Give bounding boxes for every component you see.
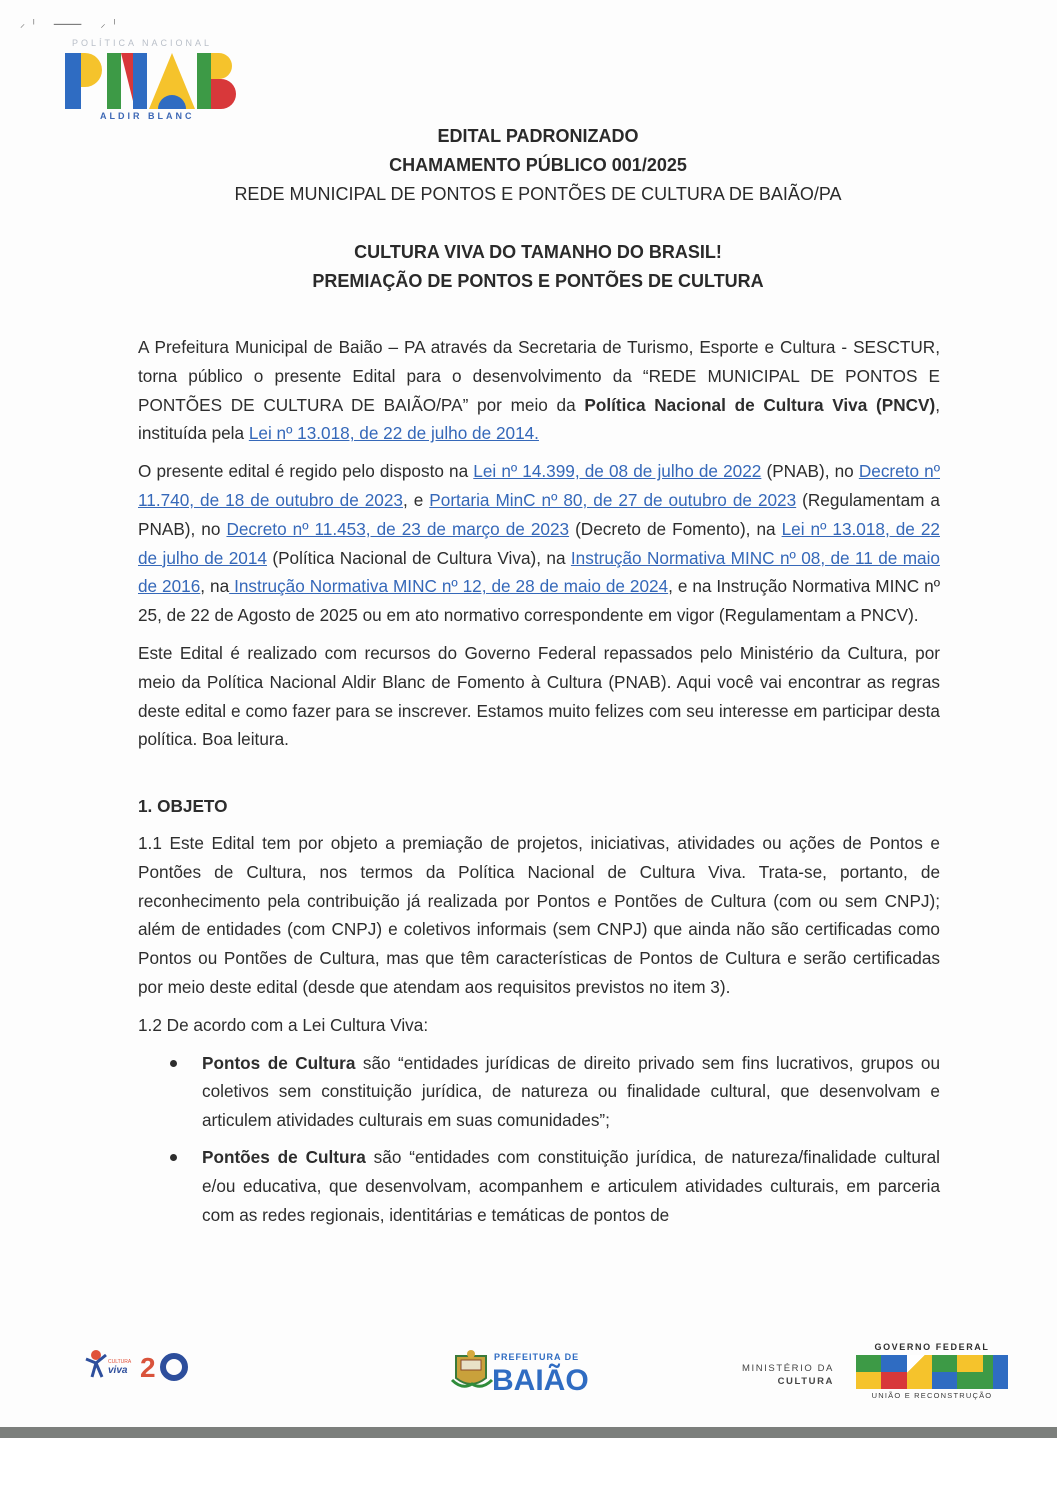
svg-text:CULTURA: CULTURA <box>108 1359 132 1365</box>
svg-text:2: 2 <box>140 1352 156 1383</box>
governo-federal-logo: GOVERNO FEDERAL UNIÃO E RECONSTRUÇÃO <box>856 1342 1008 1412</box>
subtitle-cultura-viva: CULTURA VIVA DO TAMANHO DO BRASIL! <box>354 242 722 262</box>
page-bottom-margin <box>0 1438 1057 1496</box>
link-lei-14399[interactable]: Lei nº 14.399, de 08 de julho de 2022 <box>473 461 762 482</box>
link-portaria-minc-80[interactable]: Portaria MinC nº 80, de 27 de outubro de 2023 <box>429 489 797 510</box>
document-title-block <box>0 122 1057 296</box>
logo-letter-b-icon <box>197 53 237 109</box>
scan-edge-bar <box>0 1427 1057 1438</box>
link-decreto-11453[interactable]: Decreto nº 11.453, de 23 de março de 2023 <box>226 518 570 539</box>
svg-text:BAIÃO: BAIÃO <box>492 1364 589 1396</box>
svg-text:PREFEITURA DE: PREFEITURA DE <box>494 1352 580 1362</box>
pncv-bold: Política Nacional de Cultura Viva (PNCV) <box>584 394 936 415</box>
logo-letter-p-icon <box>65 53 105 109</box>
intro-paragraph-3: Este Edital é realizado com recursos do Governo Federal repassados pelo Ministério da Cultura, por meio da Política Nacional Aldir Blanc de Fomento à Cultura (PNAB). Aqui você vai encontrar as regras deste edital e como fazer para se inscrever. Estamos muito felizes com seu interesse em participar desta política. Boa leitura. <box>138 642 940 750</box>
pnab-logo-top-text: POLÍTICA NACIONAL <box>72 38 213 48</box>
prefeitura-baiao-logo <box>450 1346 630 1396</box>
intro-paragraph-1: A Prefeitura Municipal de Baião – PA através da Secretaria de Turismo, Esporte e Cultura - SESCTUR, torna público o presente Edital para o desenvolvimento da “REDE MUNICIPAL DE PONTOS E PONTÕES DE CULTURA DE BAIÃO/PA” por meio da Política Nacional de Cultura Viva (PNCV), instituída pela Lei nº 13.018, de 22 de julho de 2014. <box>138 337 940 444</box>
link-in-minc-12[interactable]: Instrução Normativa MINC nº 12, de 28 de maio de 2024 <box>229 576 669 597</box>
ministerio-cultura-logo: MINISTÉRIO DA CULTURA <box>741 1363 834 1387</box>
cultura-viva-20-logo <box>82 1345 192 1385</box>
pnab-logo-bottom-text: ALDIR BLANC <box>100 111 195 121</box>
logo-letter-a-icon <box>149 53 195 109</box>
scan-artifact: ⸝ˡ ⸻ ⸝ˡ <box>20 19 124 30</box>
link-lei-13018-b[interactable]: Lei nº 13.018, de 22 de julho de 2014 <box>138 518 940 568</box>
title-edital: EDITAL PADRONIZADO <box>437 126 639 146</box>
title-chamamento: CHAMAMENTO PÚBLICO 001/2025 <box>389 155 687 175</box>
brasil-wordmark-icon <box>856 1355 1008 1389</box>
link-in-minc-08[interactable]: Instrução Normativa MINC nº 08, de 11 de maio de 2016 <box>138 547 940 597</box>
section-1-1: 1.1 Este Edital tem por objeto a premiação de projetos, iniciativas, atividades ou ações de Pontos e Pontões de Cultura, nos termos da Política Nacional de Cultura Viva. Trata-se, portanto, de reconhecimento pela contribuição já realizada por Pontos e Pontões de Cultura (com ou sem CNPJ); além de entidades (com CNPJ) e coletivos informais (sem CNPJ) que ainda não são certificadas como Pontos ou Pontões de Cultura, mas que têm características de Pontos de Cultura e serão certificadas por meio deste edital (desde que atendam aos requisitos previstos no item 3). <box>138 832 940 997</box>
subtitle-premiacao: PREMIAÇÃO DE PONTOS E PONTÕES DE CULTURA <box>312 271 764 291</box>
list-item-pontos: Pontos de Cultura são “entidades jurídicas de direito privado sem fins lucrativos, grupos ou coletivos sem constituição jurídica, de natureza ou finalidade cultural, que desenvolvam e articulem atividades culturais em suas comunidades”; <box>202 1049 940 1135</box>
section-1-title: 1. OBJETO <box>138 796 228 817</box>
link-decreto-11740[interactable]: Decreto nº 11.740, de 18 de outubro de 2023 <box>138 461 940 510</box>
pnab-logo-letters <box>65 53 237 109</box>
link-lei-13018[interactable]: Lei nº 13.018, de 22 de julho de 2014. <box>248 423 539 444</box>
section-1-2: 1.2 De acordo com a Lei Cultura Viva: <box>138 1014 429 1035</box>
list-item-pontoes: Pontões de Cultura são “entidades com constituição jurídica, de natureza/finalidade cultural e/ou educativa, que desenvolvam, acompanhem e articulem atividades culturais, em parceria com as redes regionais, identitárias e temáticas de pontos de <box>202 1143 940 1229</box>
definitions-list <box>138 1049 940 1230</box>
intro-paragraph-2: O presente edital é regido pelo disposto na Lei nº 14.399, de 08 de julho de 2022 (PNAB), no Decreto nº 11.740, de 18 de outubro de 2023, e Portaria MinC nº 80, de 27 de outubro de 2023 (Regulamentam a PNAB), no Decreto nº 11.453, de 23 de março de 2023 (Decreto de Fomento), na Lei nº 13.018, de 22 de julho de 2014 (Política Nacional de Cultura Viva), na Instrução Normativa MINC nº 08, de 11 de maio de 2016, na Instrução Normativa MINC nº 12, de 28 de maio de 2024, e na Instrução Normativa MINC nº 25, de 22 de Agosto de 2025 ou em ato normativo correspondente em vigor (Regulamentam a PNCV). <box>138 461 940 626</box>
title-rede: REDE MUNICIPAL DE PONTOS E PONTÕES DE CULTURA DE BAIÃO/PA <box>234 184 842 204</box>
document-body <box>138 333 940 1237</box>
logo-letter-n-icon <box>107 53 147 109</box>
pnab-logo <box>62 38 234 124</box>
svg-text:viva: viva <box>108 1365 128 1376</box>
